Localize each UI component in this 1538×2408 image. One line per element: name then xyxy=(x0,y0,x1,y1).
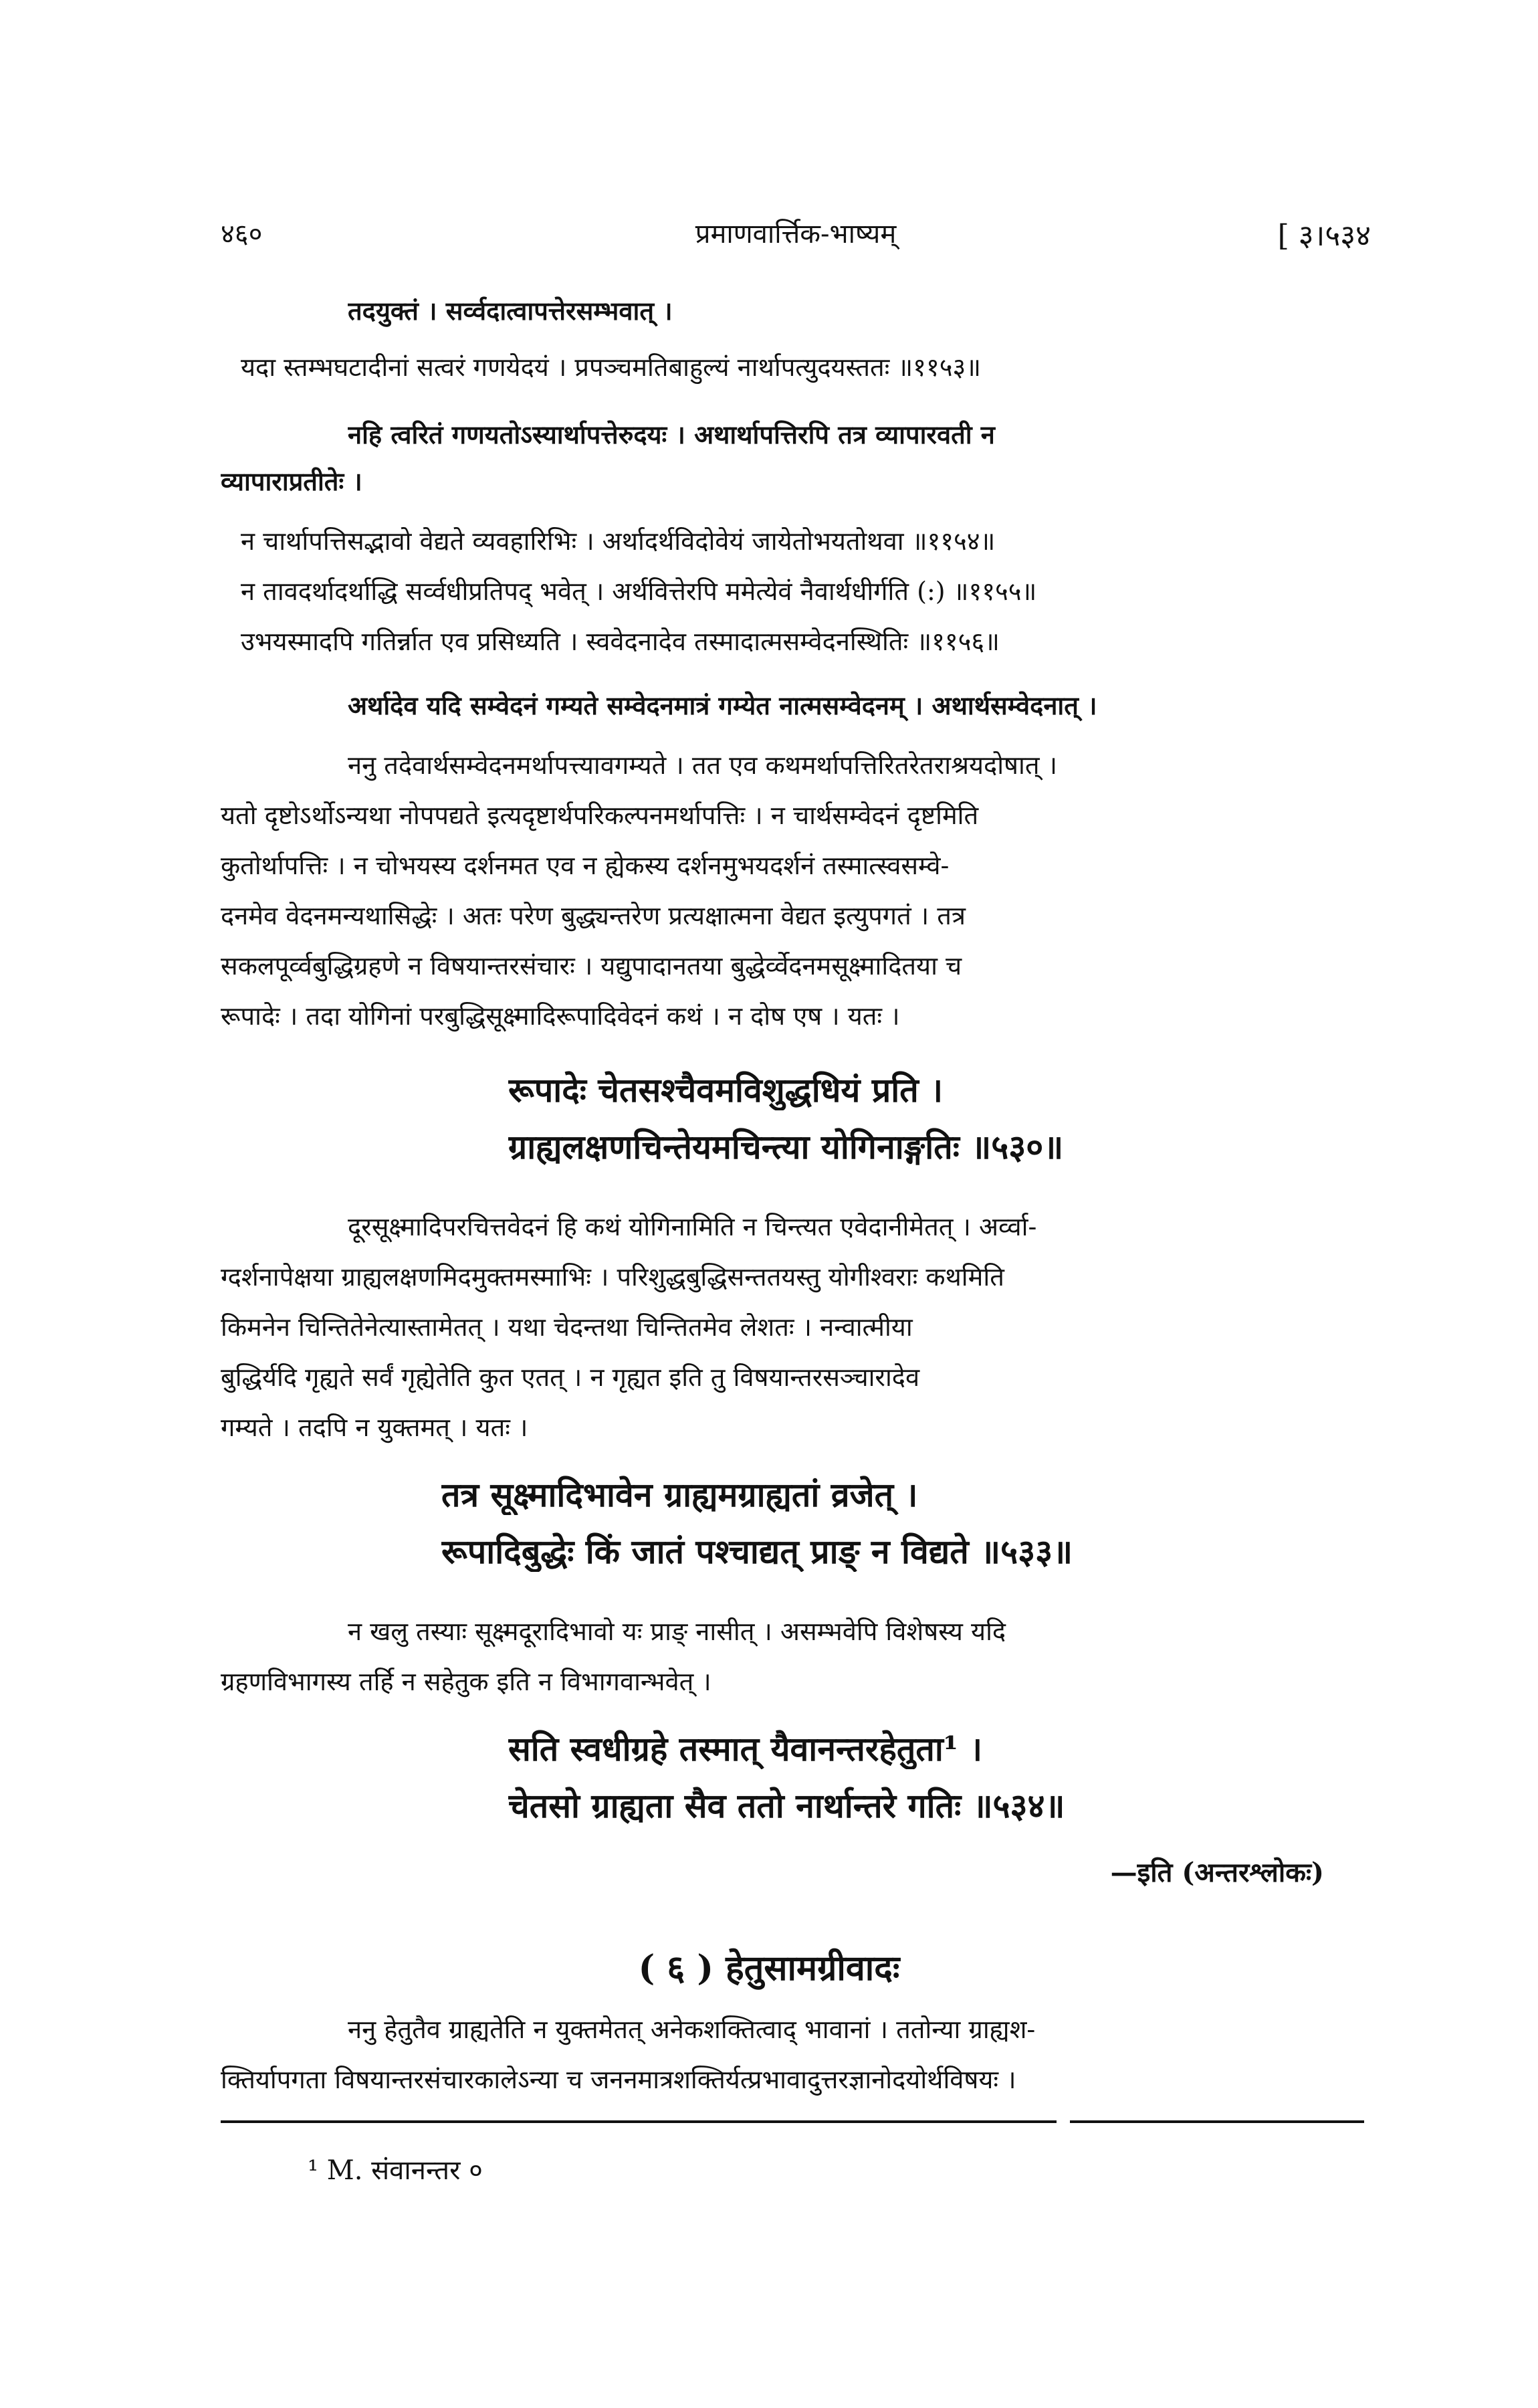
text-line: अर्थादेव यदि सम्वेदनं गम्यते सम्वेदनमात्रं गम्येत नात्मसम्वेदनम् । अथार्थसम्वेदनात् । xyxy=(348,690,1097,720)
text-line: उभयस्मादपि गतिर्न्नात एव प्रसिध्यति । स्ववेदनादेव तस्मादात्मसम्वेदनस्थितिः ॥११५६॥ xyxy=(241,627,1000,656)
footnote: ¹ M. संवानन्तर ० xyxy=(308,2155,483,2186)
text-line: तदयुक्तं । सर्व्वदात्वापत्तेरसम्भवात् । xyxy=(348,296,673,326)
verse-line xyxy=(508,1729,982,1769)
text-line: कुतोर्थापत्तिः । न चोभयस्य दर्शनमत एव न ह्येकस्य दर्शनमुभयदर्शनं तस्मात्स्वसम्वे- xyxy=(221,851,950,880)
text-line: व्यापाराप्रतीतेः । xyxy=(221,466,362,496)
page-number: ४६० xyxy=(221,219,263,249)
text-line: ननु तदेवार्थसम्वेदनमर्थापत्त्यावगम्यते । तत एव कथमर्थापत्तिरितरेतराश्रयदोषात् । xyxy=(348,750,1058,780)
text-line: ग्दर्शनापेक्षया ग्राह्यलक्षणमिदमुक्तमस्माभिः । परिशुद्धबुद्धिसन्ततयस्तु योगीश्वराः कथमिति xyxy=(221,1262,1004,1292)
running-title: प्रमाणवार्त्तिक-भाष्यम् xyxy=(695,219,897,249)
text-line: किमनेन चिन्तितेनेत्यास्तामेतत् । यथा चेदन्तथा चिन्तितमेव लेशतः । नन्वात्मीया xyxy=(221,1312,913,1342)
text-line: रूपादेः । तदा योगिनां परबुद्धिसूक्ष्मादिरूपादिवेदनं कथं । न दोष एष । यतः । xyxy=(221,1001,900,1031)
verse-text: सति स्वधीग्रहे तस्मात् यैवानन्तरहेतुता xyxy=(508,1729,944,1769)
text-line: न चार्थापत्तिसद्भावो वेद्यते व्यवहारिभिः । अर्थादर्थविदोवेयं जायेतोभयतोथवा ॥११५४॥ xyxy=(241,526,996,556)
verse-line: रूपादेः चेतसश्चैवमविशुद्धधियं प्रति । xyxy=(508,1070,944,1110)
text-line: सकलपूर्व्वबुद्धिग्रहणे न विषयान्तरसंचारः । यद्युपादानतया बुद्धेर्व्वेदनमसूक्ष्मादितया च xyxy=(221,951,962,981)
attribution: —इति (अन्तरश्लोकः) xyxy=(1110,1857,1324,1888)
footnote-divider xyxy=(221,2120,1057,2123)
text-line: नहि त्वरितं गणयतोऽस्यार्थापत्तेरुदयः । अथार्थापत्तिरपि तत्र व्यापारवती न xyxy=(348,419,995,449)
footnote-marker: ¹ । xyxy=(943,1729,983,1769)
section-title: ( ६ ) हेतुसामग्रीवादः xyxy=(638,1948,900,1989)
section-reference: [ ३।५३४ xyxy=(1277,219,1371,253)
text-line: यतो दृष्टोऽर्थोऽन्यथा नोपपद्यते इत्यदृष्टार्थपरिकल्पनमर्थापत्तिः । न चार्थसम्वेदनं दृष्टमिति xyxy=(221,801,979,830)
text-line: क्तिर्यापगता विषयान्तरसंचारकालेऽन्या च जननमात्रशक्तिर्यत्प्रभावादुत्तरज्ञानोदयोर्थविषयः । xyxy=(221,2065,1016,2094)
text-line: ननु हेतुतैव ग्राह्यतेति न युक्तमेतत् अनेकशक्तित्वाद् भावानां । ततोन्या ग्राह्यश- xyxy=(348,2015,1036,2044)
text-line: दनमेव वेदनमन्यथासिद्धेः । अतः परेण बुद्ध्यन्तरेण प्रत्यक्षात्मना वेद्यत इत्युपगतं । तत्र xyxy=(221,901,966,930)
text-line: गम्यते । तदपि न युक्तमत् । यतः । xyxy=(221,1413,528,1442)
footnote-divider xyxy=(1070,2120,1364,2123)
verse-line: रूपादिबुद्धेः किं जातं पश्चाद्यत् प्राङ् न विद्यते ॥५३३॥ xyxy=(441,1532,1073,1571)
verse-line: ग्राह्यलक्षणचिन्तेयमचिन्त्या योगिनाङ्गतिः ॥५३०॥ xyxy=(508,1127,1064,1167)
text-line: न तावदर्थादर्थाद्धि सर्व्वधीप्रतिपद् भवेत् । अर्थवित्तेरपि ममेत्येवं नैवार्थधीर्गति (:) ॥११५५॥ xyxy=(241,577,1037,606)
verse-line: तत्र सूक्ष्मादिभावेन ग्राह्यमग्राह्यतां व्रजेत् । xyxy=(441,1475,918,1514)
running-header xyxy=(221,214,1371,261)
text-line: दूरसूक्ष्मादिपरचित्तवेदनं हि कथं योगिनामिति न चिन्त्यत एवेदानीमेतत् । अर्व्वा- xyxy=(348,1212,1037,1241)
text-line: बुद्धिर्यदि गृह्यते सर्वं गृह्येतेति कुत एतत् । न गृह्यत इति तु विषयान्तरसञ्चारादेव xyxy=(221,1363,920,1392)
text-line: न खलु तस्याः सूक्ष्मदूरादिभावो यः प्राङ् नासीत् । असम्भवेपि विशेषस्य यदि xyxy=(348,1617,1006,1646)
text-line: ग्रहणविभागस्य तर्हि न सहेतुक इति न विभागवान्भवेत् । xyxy=(221,1667,711,1696)
text-line: यदा स्तम्भघटादीनां सत्वरं गणयेदयं । प्रपञ्चमतिबाहुल्यं नार्थापत्युदयस्ततः ॥११५३॥ xyxy=(241,353,981,382)
verse-line: चेतसो ग्राह्यता सैव ततो नार्थान्तरे गतिः ॥५३४॥ xyxy=(508,1786,1065,1825)
